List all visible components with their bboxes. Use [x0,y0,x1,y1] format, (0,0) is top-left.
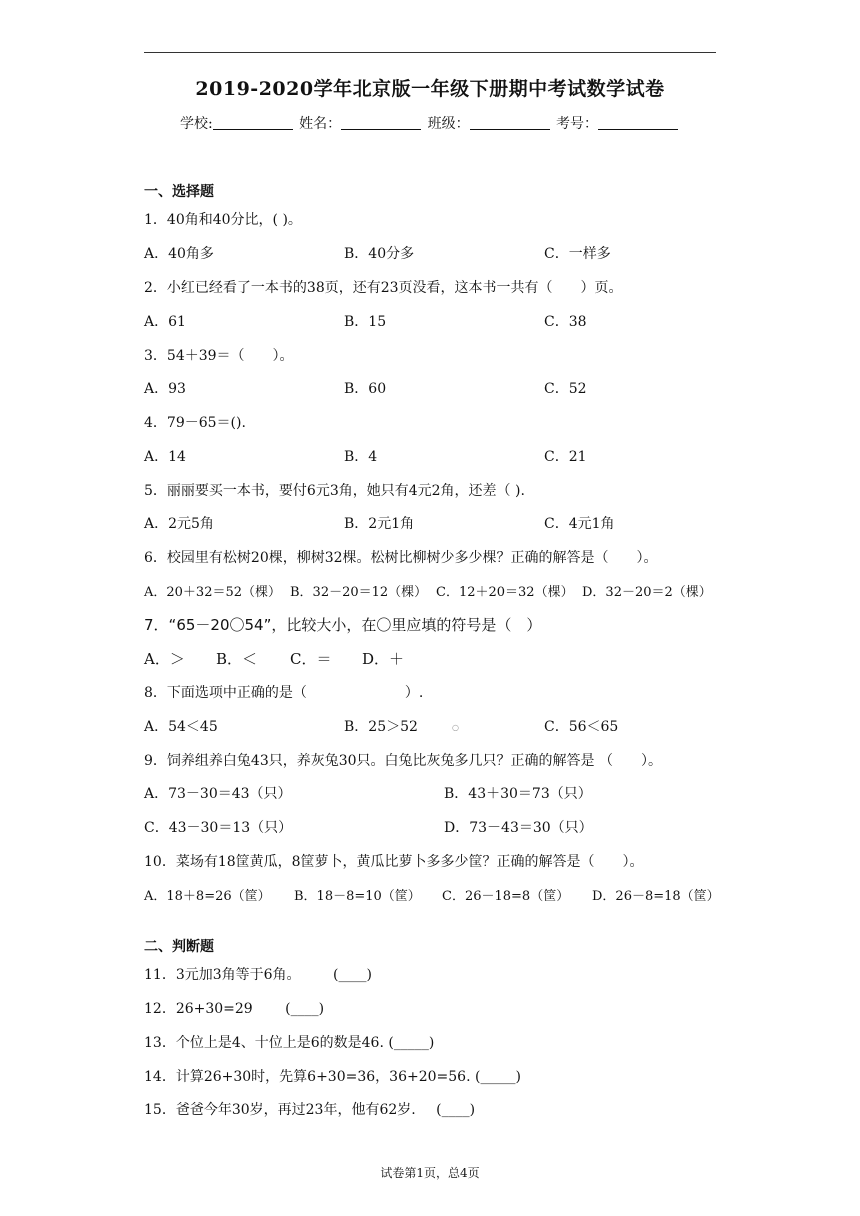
option-a[interactable]: A．2元5角 [144,516,214,532]
question-11 [144,964,372,984]
option-b[interactable]: B．43＋30＝73（只） [444,786,592,802]
exam-number-field[interactable] [598,115,678,130]
option-c[interactable]: C．4元1角 [544,516,615,532]
question-3: 3．54＋39＝（ ）。 [144,348,294,364]
question-2: 2．小红已经看了一本书的38页，还有23页没看，这本书一共有（ ）页。 [144,280,623,296]
question-text: 12．26+30=29 [144,1001,253,1017]
option-c[interactable]: C．12＋20＝32（棵） [436,585,574,600]
header-rule [144,52,716,53]
question-14 [144,1066,521,1086]
option-a[interactable]: A．61 [144,314,186,330]
option-d[interactable]: D．73－43＝30（只） [444,820,593,836]
question-7: 7．“65－20〇54”，比较大小，在〇里应填的符号是（ ） [144,616,542,634]
school-label: 学校: [179,116,213,132]
option-b[interactable]: B．＜ [216,650,258,668]
page-footer: 试卷第1页，总4页 [380,1166,480,1180]
question-4: 4．79－65＝(). [144,415,246,431]
option-a[interactable]: A．＞ [144,650,185,668]
option-d[interactable]: D．26－8=18（筐） [592,889,720,904]
option-c[interactable]: C．52 [544,381,587,397]
answer-blank[interactable]: (_____) [388,1035,435,1051]
option-b[interactable]: B．18－8=10（筐） [294,889,421,904]
option-b[interactable]: B．32－20＝12（棵） [290,585,428,600]
option-b[interactable]: B．4 [344,449,378,465]
option-a[interactable]: A．93 [144,381,186,397]
answer-blank[interactable]: (____) [333,967,372,983]
stray-dot: ○ [452,723,459,732]
answer-blank[interactable]: (_____) [474,1069,521,1085]
name-field[interactable] [341,115,421,130]
option-a[interactable]: A．40角多 [144,246,214,262]
exam-number-label: 考号： [556,116,599,132]
section-title-judgement: 二、判断题 [144,939,214,955]
question-9: 9．饲养组养白兔43只，养灰兔30只。白兔比灰兔多几只？正确的解答是 （ ）。 [144,753,662,769]
option-b[interactable]: B．25＞52 [344,719,418,735]
option-c[interactable]: C．56＜65 [544,719,619,735]
question-13 [144,1032,434,1052]
option-a[interactable]: A．18＋8=26（筐） [144,889,271,904]
option-c[interactable]: C．一样多 [544,246,611,262]
option-b[interactable]: B．2元1角 [344,516,415,532]
option-a[interactable]: A．54＜45 [144,719,218,735]
question-15 [144,1099,475,1119]
answer-blank[interactable]: (____) [436,1102,476,1118]
question-text: 14．计算26+30时，先算6+30=36，36+20=56. [144,1069,471,1085]
option-c[interactable]: C．43－30＝13（只） [144,820,293,836]
question-12 [144,998,324,1018]
answer-blank[interactable]: (____) [285,1001,325,1017]
question-text: 13．个位上是4、十位上是6的数是46. [144,1035,384,1051]
school-field[interactable] [213,115,293,130]
option-a[interactable]: A．73－30＝43（只） [144,786,292,802]
option-b[interactable]: B．40分多 [344,246,415,262]
section-title-choice: 一、选择题 [144,184,214,200]
question-10: 10．菜场有18筐黄瓜，8筐萝卜，黄瓜比萝卜多多少筐？正确的解答是（ ）。 [144,854,644,870]
question-8: 8．下面选项中正确的是（ ）. [144,685,424,701]
option-c[interactable]: C．38 [544,314,587,330]
class-field[interactable] [470,115,550,130]
option-a[interactable]: A．14 [144,449,186,465]
option-c[interactable]: C．26－18=8（筐） [442,889,570,904]
class-label: 班级： [427,116,470,132]
option-b[interactable]: B．15 [344,314,387,330]
option-a[interactable]: A．20＋32＝52（棵） [144,585,282,600]
question-6: 6．校园里有松树20棵，柳树32棵。松树比柳树少多少棵？正确的解答是（ ）。 [144,550,658,566]
name-label: 姓名： [299,116,342,132]
option-d[interactable]: D．32－20＝2（棵） [582,585,712,600]
option-c[interactable]: C．＝ [290,650,332,668]
question-text: 15．爸爸今年30岁，再过23年，他有62岁. [144,1102,416,1118]
exam-title: 2019-2020学年北京版一年级下册期中考试数学试卷 [195,78,665,100]
question-text: 11．3元加3角等于6角。 [144,967,301,983]
question-1: 1．40角和40分比，( )。 [144,212,302,228]
question-5: 5．丽丽要买一本书，要付6元3角，她只有4元2角，还差（ ). [144,483,525,499]
student-info-line [0,113,860,133]
option-d[interactable]: D．＋ [362,650,405,668]
option-b[interactable]: B．60 [344,381,387,397]
option-c[interactable]: C．21 [544,449,587,465]
